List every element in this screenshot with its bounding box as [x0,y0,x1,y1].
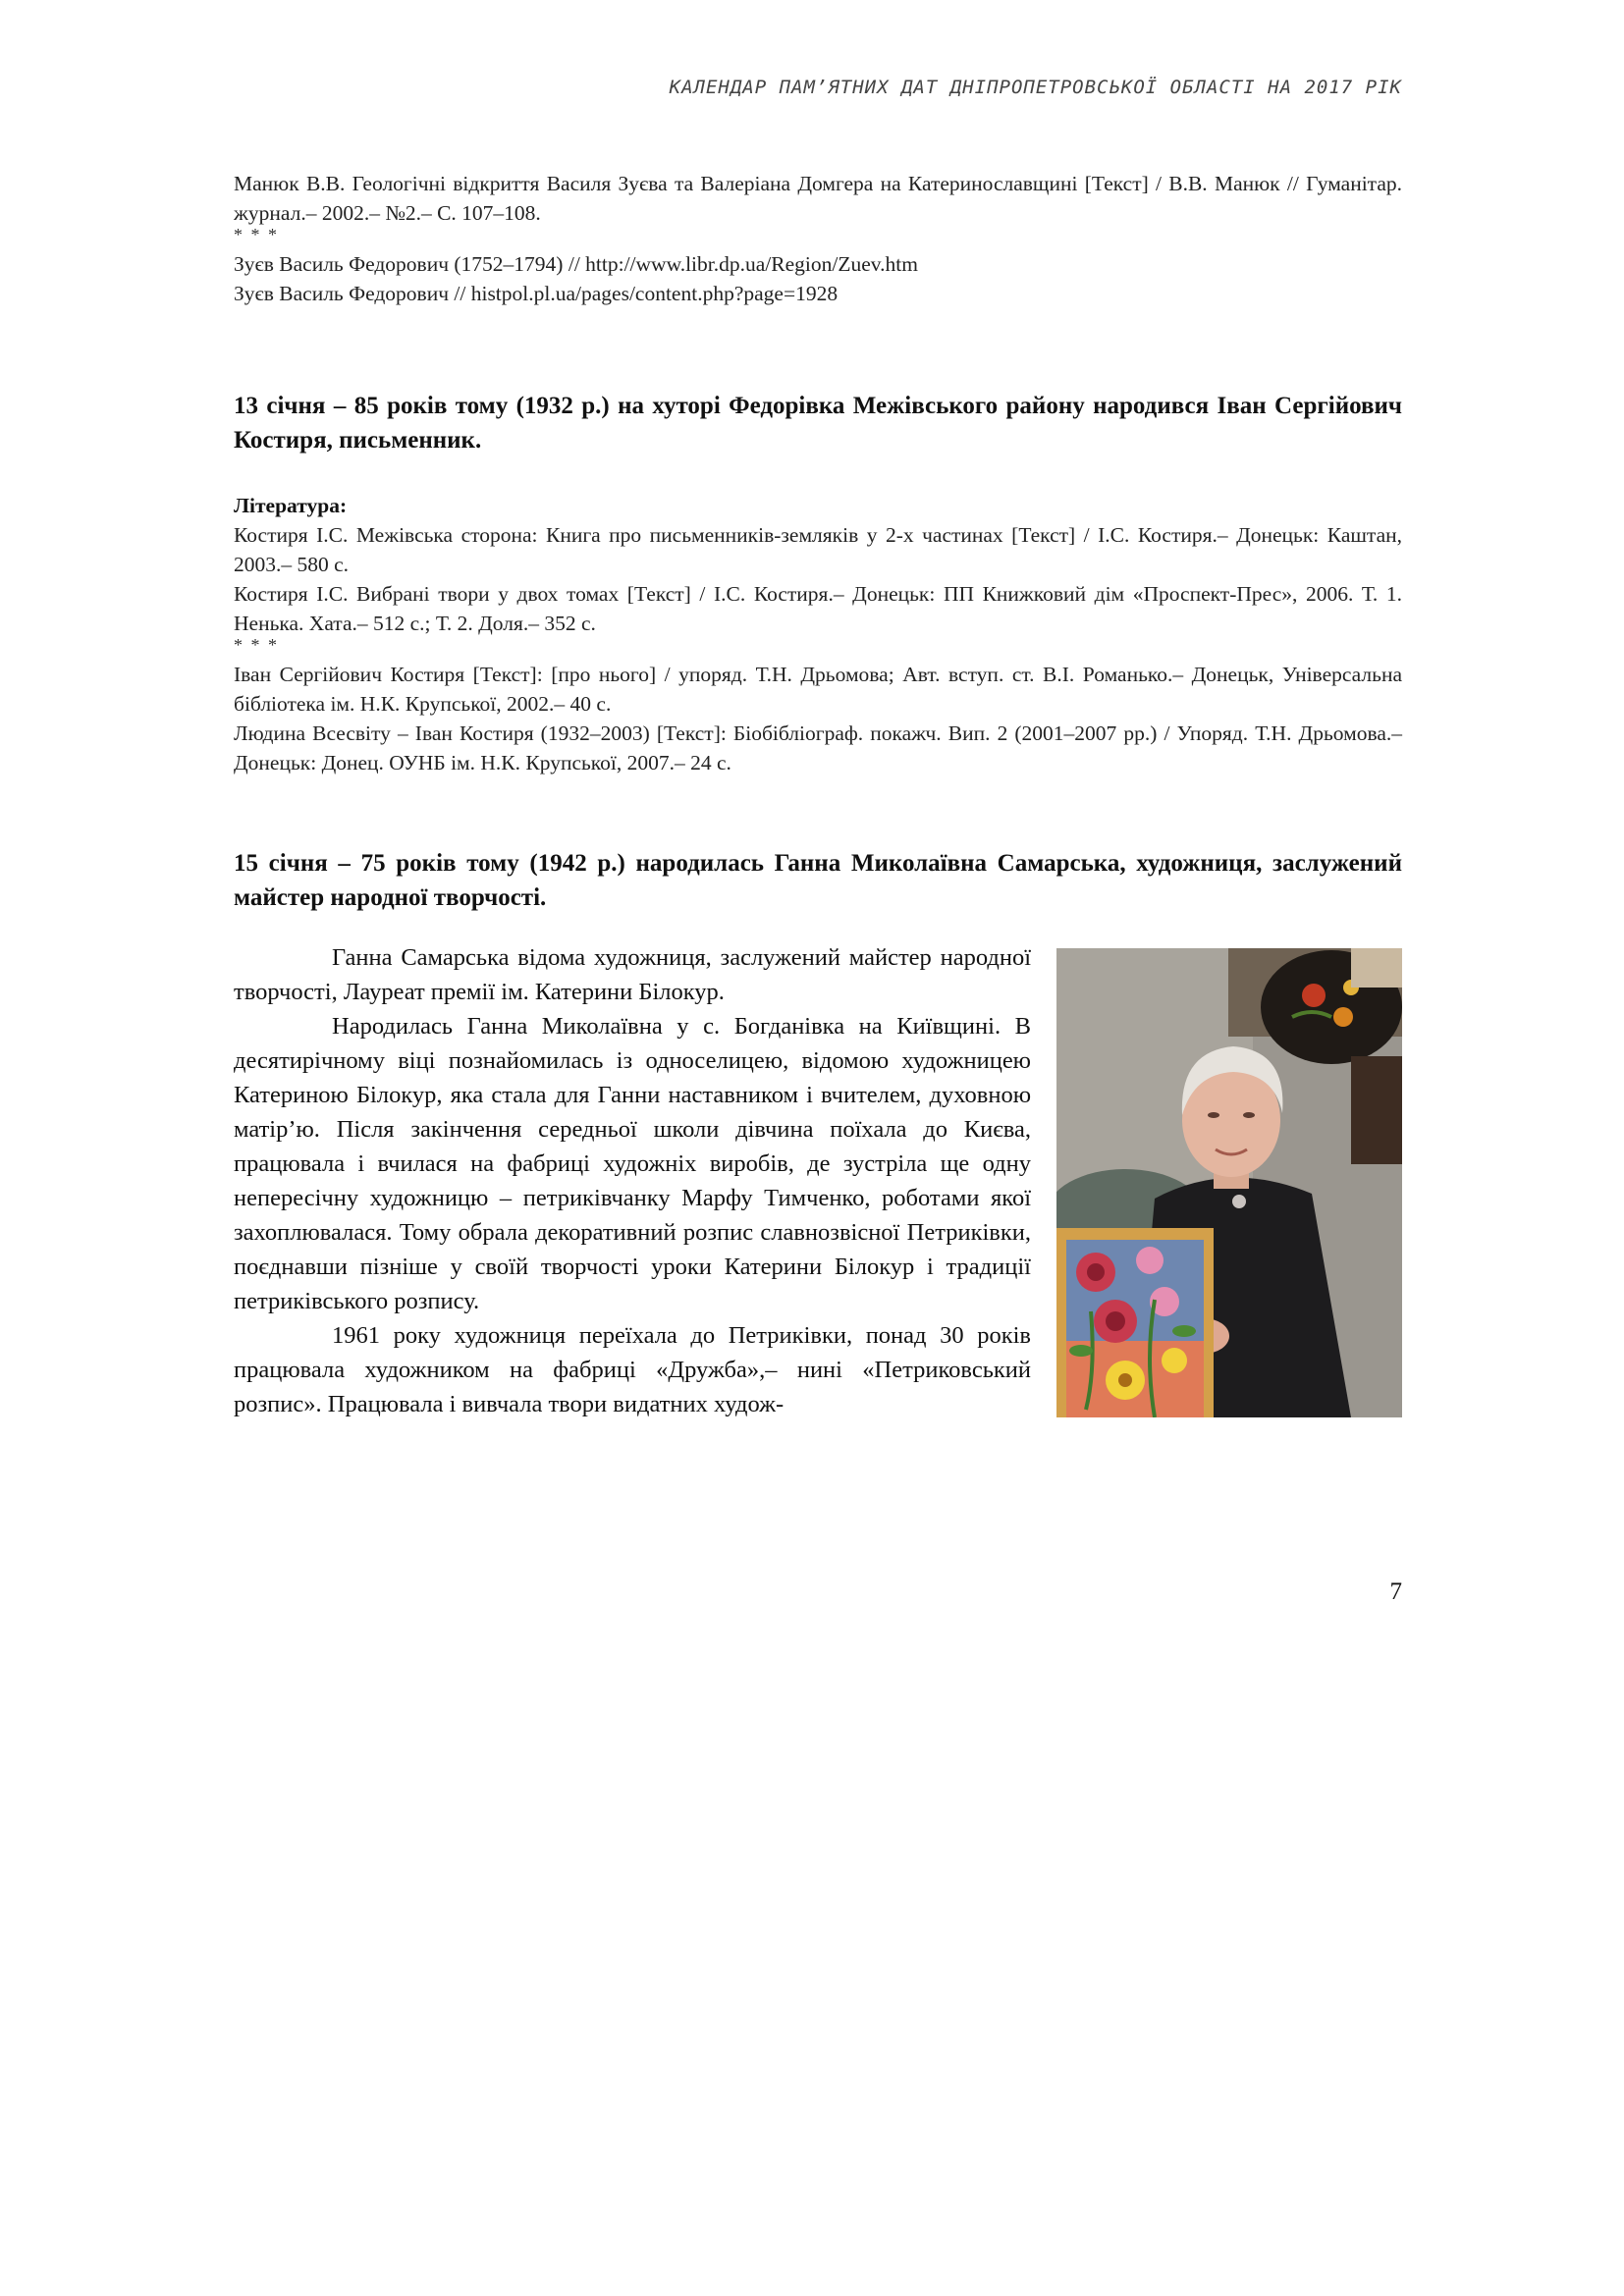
event-samarska [234,846,1402,915]
body-paragraph: 1961 року художниця переїхала до Петриківки, понад 30 років працювала художником на фабриці «Дружба»,– нині «Петриковський розпис». Працювала і вивчала твори видатних худож- [234,1322,1031,1417]
separator-stars: * * * [234,635,279,655]
event-title: 15 січня – 75 років тому (1942 р.) народилась Ганна Миколаївна Самарська, художниця, заслужений майстер народної творчості. [234,850,1402,911]
page-number: 7 [1389,1578,1402,1605]
bibliography-entry: Костиря І.С. Межівська сторона: Книга про письменників-земляків у 2-х частинах [Текст] / І.С. Костиря.– Донецьк: Каштан, 2003.– 580 с. [234,523,1402,576]
event-kostyria [234,389,1402,457]
body-paragraph: Ганна Самарська відома художниця, заслужений майстер народної творчості, Лауреат премії ім. Катерини Білокур. [234,944,1031,1005]
bibliography-entry: Манюк В.В. Геологічні відкриття Василя Зуєва та Валеріана Домгера на Катеринославщині [Текст] / В.В. Манюк // Гуманітар. журнал.– 2002.– №2.– С. 107–108. [234,172,1402,225]
body-paragraph: Народилась Ганна Миколаївна у с. Богданівка на Київщині. В десятирічному віці познайомилась із односелицею, відомою художницею Катериною Білокур, яка стала для Ганни наставником і вчителем, духовною матір’ю. Після закінчення середньої школи дівчина поїхала до Києва, працювала і вчилася на фабриці художніх виробів, де зустріла ще одну непересічну художницю – петриківчанку Марфу Тимченко, роботами якої захоплювалася. Тому обрала декоративний розпис славнозвісної Петриківки, поєднавши пізніше у своїй творчості уроки Катерини Білокур і традиції петриківського розпису. [234,1013,1031,1314]
literature-heading: Література: [234,494,348,517]
bibliography-entry: Людина Всесвіту – Іван Костиря (1932–2003) [Текст]: Біобібліограф. покажч. Вип. 2 (2001–2007 рр.) / Упоряд. Т.Н. Дрьомова.– Донецьк: Донец. ОУНБ ім. Н.К. Крупської, 2007.– 24 с. [234,721,1402,774]
event-title: 13 січня – 85 років тому (1932 р.) на хуторі Федорівка Межівського району народився Іван Сергійович Костиря, письменник. [234,393,1402,454]
web-link-entry[interactable]: Зуєв Василь Федорович (1752–1794) // http://www.libr.dp.ua/Region/Zuev.htm [234,252,918,276]
bibliography-entry: Іван Сергійович Костиря [Текст]: [про нього] / упоряд. Т.Н. Дрьомова; Авт. вступ. ст. В.І. Романько.– Донецьк, Універсальна бібліотека ім. Н.К. Крупської, 2002.– 40 с. [234,663,1402,716]
top-bibliography [234,169,1402,308]
kostyria-literature [234,491,1402,777]
artist-photo-illustration [1056,948,1402,1417]
bibliography-entry: Костиря І.С. Вибрані твори у двох томах [Текст] / І.С. Костиря.– Донецьк: ПП Книжковий дім «Проспект-Прес», 2006. Т. 1. Ненька. Хата.– 512 с.; Т. 2. Доля.– 352 с. [234,582,1402,635]
web-link-entry[interactable]: Зуєв Василь Федорович // histpol.pl.ua/pages/content.php?page=1928 [234,282,839,305]
artist-photo [1056,948,1402,1417]
separator-stars: * * * [234,225,279,244]
running-header: КАЛЕНДАР ПАМ’ЯТНИХ ДАТ ДНІПРОПЕТРОВСЬКОЇ ОБЛАСТІ НА 2017 РІК [669,77,1402,98]
samarska-biography [234,940,1031,1421]
